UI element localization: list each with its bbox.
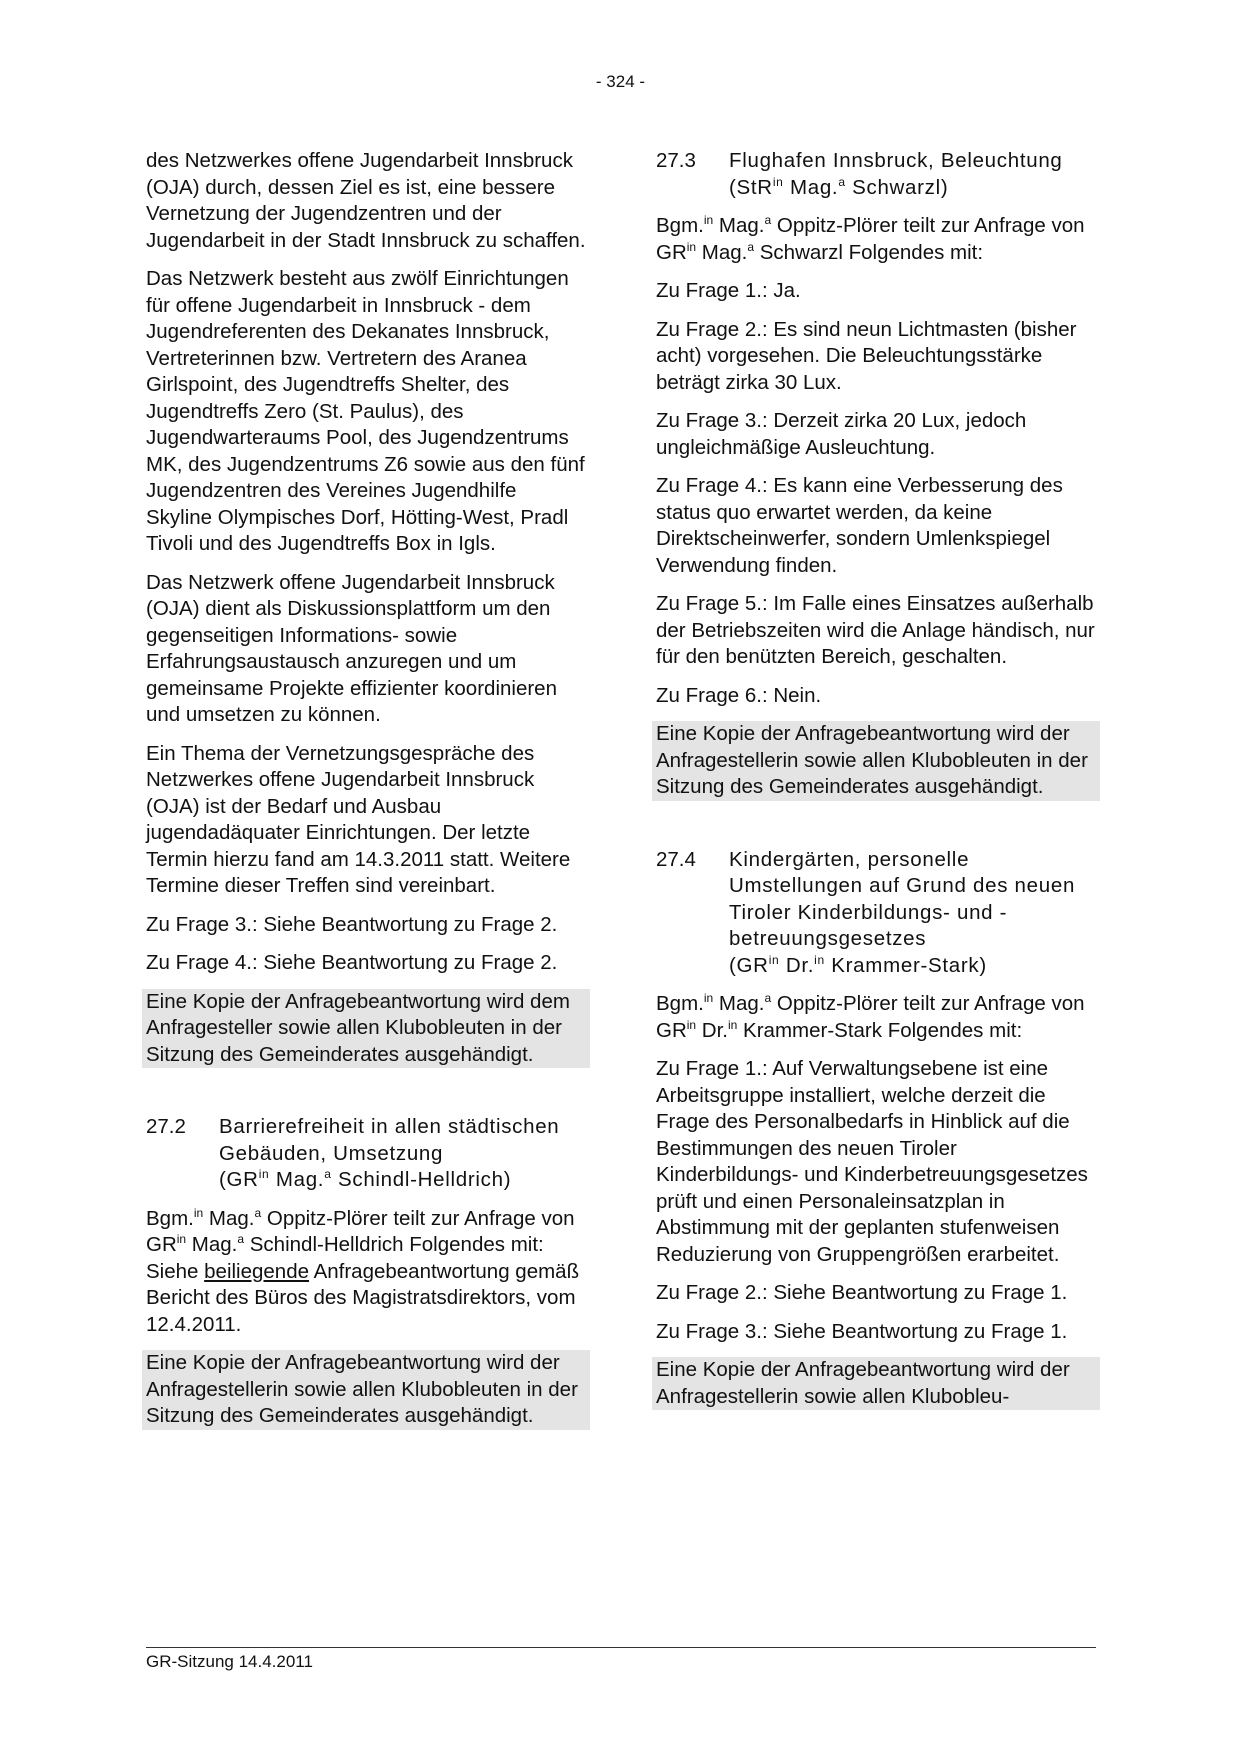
title-mag: Mag.: [783, 175, 839, 199]
text-bgm: Bgm.: [656, 214, 704, 237]
section-title: [729, 847, 1096, 980]
section-heading-27-2: [146, 1114, 586, 1194]
underlined-word: beiliegende: [204, 1259, 310, 1283]
answer-question-1: Zu Frage 1.: Ja.: [656, 279, 801, 302]
text-part: Oppitz-Plörer teilt zur Anfrage von GR: [656, 214, 1085, 264]
answer-question-2: Zu Frage 2.: Es sind neun Lichtmasten (bisher acht) vorgesehen. Die Beleuchtungsstärke beträgt zirka 30 Lux.: [656, 317, 1077, 394]
paragraph-network-purpose: Das Netzwerk offene Jugendarbeit Innsbruck (OJA) dient als Diskussionsplattform um den gegenseitigen Informations- sowie Erfahrungsaustausch anzuregen und um gemeinsame Projekte effizienter koordinieren und umsetzen zu können.: [146, 570, 557, 726]
answer-question-3-kindergarten: Zu Frage 3.: Siehe Beantwortung zu Frage 1.: [656, 1319, 1068, 1343]
footer-divider: [146, 1647, 1096, 1648]
text-mag: Mag.: [696, 240, 748, 264]
sup-in: in: [703, 991, 714, 1006]
answer-question-5: Zu Frage 5.: Im Falle eines Einsatzes außerhalb der Betriebszeiten wird die Anlage händisch, nur für den benützten Bereich, geschalten.: [656, 592, 1095, 668]
section-number: 27.2: [146, 1115, 186, 1138]
sup-in: in: [258, 1167, 270, 1182]
paragraph-mayor-response-27-4: [656, 991, 1096, 1044]
copy-notice-shaded: Eine Kopie der Anfragebeantwortung wird dem Anfragesteller sowie allen Klubobleuten in der Sitzung des Gemeinderates ausgehändigt.: [142, 989, 590, 1069]
sup-in: in: [176, 1232, 187, 1247]
copy-notice-shaded: Eine Kopie der Anfragebeantwortung wird der Anfragestellerin sowie allen Klubobleuten in der Sitzung des Gemeinderates ausgehändigt.: [652, 721, 1100, 801]
sup-in: in: [193, 1205, 204, 1220]
section-heading-27-3: [656, 148, 1096, 201]
title-mag: Mag.: [269, 1168, 325, 1191]
copy-notice-shaded: Eine Kopie der Anfragebeantwortung wird der Anfragestellerin sowie allen Klubobleuten in der Sitzung des Gemeinderates ausgehändigt.: [142, 1350, 590, 1430]
page-number: - 324 -: [595, 72, 646, 91]
sup-a: a: [747, 239, 755, 254]
title-name: Schindl-Helldrich): [331, 1168, 512, 1191]
title-name: Schwarzl): [845, 175, 949, 199]
section-number: 27.4: [656, 847, 696, 871]
footer-session-date: GR-Sitzung 14.4.2011: [146, 1652, 313, 1671]
section-gap: [146, 1080, 586, 1114]
section-title-text: Barrierefreiheit in allen städtischen Gebäuden, Umsetzung: [219, 1115, 560, 1165]
answer-question-4: Zu Frage 4.: Es kann eine Verbesserung des status quo erwartet werden, da keine Direktscheinwerfer, sondern Umlenkspiegel Verwendung finden.: [656, 474, 1063, 577]
text-bgm: Bgm.: [146, 1206, 194, 1230]
answer-question-6: Zu Frage 6.: Nein.: [656, 683, 822, 707]
text-bgm: Bgm.: [656, 992, 704, 1015]
section-heading-27-4: [656, 847, 1096, 980]
section-title: [729, 148, 1096, 201]
sup-in: in: [728, 1017, 738, 1032]
section-gap: [656, 813, 1096, 847]
section-number: 27.3: [656, 149, 696, 172]
sup-in: in: [768, 952, 780, 967]
left-column: [146, 148, 586, 1442]
sup-a: a: [237, 1232, 245, 1247]
text-part: Anfragebeantwortung gemäß Bericht des Büros des Magistratsdirektors, vom 12.4.2011.: [146, 1259, 580, 1336]
sup-in: in: [686, 239, 697, 254]
section-title-text: Flughafen Innsbruck, Beleuchtung (StR: [729, 149, 1063, 199]
title-gr: (GR: [219, 1168, 259, 1191]
text-dr: Dr.: [696, 1018, 728, 1042]
sup-a: a: [254, 1205, 262, 1220]
text-part: Oppitz-Plörer teilt zur Anfrage von GR: [146, 1206, 575, 1256]
answer-question-4: Zu Frage 4.: Siehe Beantwortung zu Frage 2.: [146, 951, 558, 974]
paragraph-network-members: Das Netzwerk besteht aus zwölf Einrichtungen für offene Jugendarbeit in Innsbruck - dem Jugendreferenten des Dekanates Innsbruck, Vertreterinnen bzw. Vertretern des Aranea Girlspoint, des Jugendtreffs Shelter, des Jugendtreffs Zero (St. Paulus), des Jugendwarteraums Pool, des Jugendzentrums MK, des Jugendzentrums Z6 sowie aus den fünf Jugendzentren des Vereines Jugendhilfe Skyline Olympisches Dorf, Hötting-West, Pradl Tivoli und des Jugendtreffs Box in Igls.: [146, 267, 585, 555]
title-dr: Dr.: [779, 953, 815, 977]
sup-in: in: [686, 1017, 697, 1032]
text-part: Schwarzl Folgendes mit:: [754, 240, 984, 264]
sup-a: a: [764, 991, 772, 1006]
text-mag: Mag.: [713, 992, 765, 1015]
title-gr: (GR: [729, 953, 769, 977]
sup-a: a: [324, 1167, 332, 1182]
text-mag: Mag.: [203, 1206, 255, 1230]
paragraph-oja-intro: des Netzwerkes offene Jugendarbeit Innsbruck (OJA) durch, dessen Ziel es ist, eine bessere Vernetzung der Jugendzentren und der Jugendarbeit in der Stadt Innsbruck zu schaffen.: [146, 149, 586, 252]
text-part: Schindl-Helldrich Folgendes mit: Siehe: [146, 1233, 544, 1283]
paragraph-network-topics: Ein Thema der Vernetzungsgespräche des Netzwerkes offene Jugendarbeit Innsbruck (OJA) ist der Bedarf und Ausbau jugendadäquater Einrichtungen. Der letzte Termin hierzu fand am 14.3.2011 statt. Weitere Termine dieser Treffen sind vereinbart.: [146, 741, 571, 897]
paragraph-mayor-response-27-2: [146, 1206, 586, 1339]
answer-question-2-kindergarten: Zu Frage 2.: Siehe Beantwortung zu Frage 1.: [656, 1281, 1068, 1304]
copy-notice-shaded: Eine Kopie der Anfragebeantwortung wird der Anfragestellerin sowie allen Klubobleu-: [652, 1357, 1100, 1410]
title-name: Krammer-Stark): [824, 953, 987, 977]
sup-in: in: [772, 174, 784, 189]
paragraph-mayor-response-27-3: [656, 213, 1096, 266]
sup-a: a: [838, 174, 846, 189]
answer-question-3: Zu Frage 3.: Derzeit zirka 20 Lux, jedoch ungleichmäßige Ausleuchtung.: [656, 409, 1027, 459]
text-mag: Mag.: [713, 214, 765, 237]
sup-in: in: [703, 213, 714, 228]
right-column: [656, 148, 1096, 1422]
text-part: Krammer-Stark Folgendes mit:: [737, 1018, 1023, 1042]
section-title-text: Kindergärten, personelle Umstellungen auf Grund des neuen Tiroler Kinderbildungs- und -betreuungsgesetzes: [729, 847, 1076, 950]
text-mag: Mag.: [186, 1233, 238, 1256]
answer-question-3: Zu Frage 3.: Siehe Beantwortung zu Frage 2.: [146, 912, 558, 936]
answer-question-1-kindergarten: Zu Frage 1.: Auf Verwaltungsebene ist eine Arbeitsgruppe installiert, welche derzeit die Frage des Personalbedarfs in Hinblick auf die Bestimmungen des neuen Tiroler Kinderbildungs- und Kinderbetreuungsgesetzes prüft und einen Personaleinsatzplan in Abstimmung mit der geplanten stufenweisen Reduzierung von Gruppengrößen erarbeitet.: [656, 1057, 1088, 1266]
text-part: Oppitz-Plörer teilt zur Anfrage von GR: [656, 992, 1085, 1042]
sup-in: in: [814, 952, 825, 967]
sup-a: a: [764, 213, 772, 228]
section-title: [219, 1114, 586, 1194]
